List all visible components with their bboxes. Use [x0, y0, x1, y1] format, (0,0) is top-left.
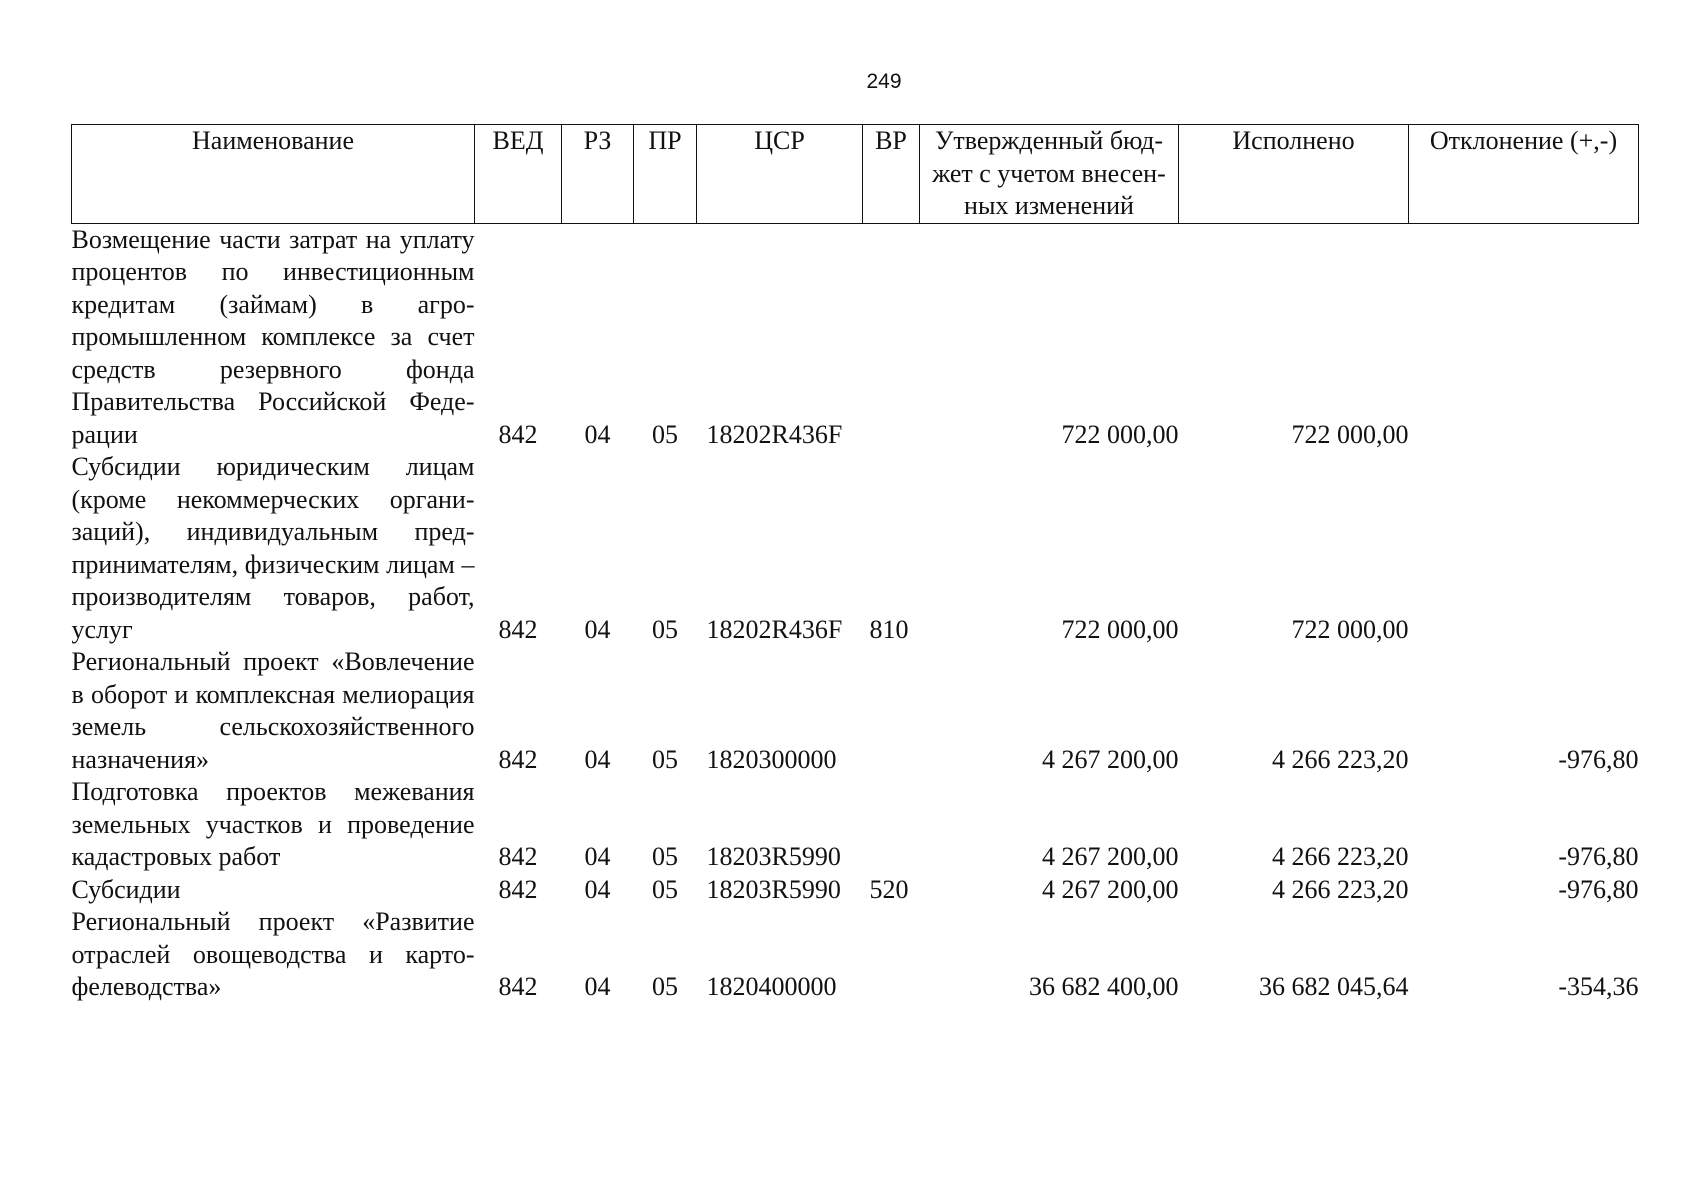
- row-name: Возмещение части затрат на уплату процентов по инвестиционным кредитам (займам) в агропромышленном комплексе за счет средств резервного фонда Правительства Российской Федерации: [71, 224, 475, 449]
- row-csr: 18203R5990: [706, 842, 841, 871]
- row-pr: 05: [652, 842, 678, 871]
- row-pr: 05: [652, 972, 678, 1001]
- row-deviation: [1409, 451, 1639, 646]
- row-pr: 05: [652, 874, 678, 904]
- row-ved: 842: [498, 419, 538, 449]
- row-executed: 4 266 223,20: [1272, 744, 1409, 774]
- header-approved-budget: Утвержденный бюд-жет с учетом внесен-ных изменений: [920, 125, 1179, 224]
- row-name: Подготовка проектов межевания земельных участков и проведение кадастровых работ: [71, 777, 475, 871]
- row-rz: 04: [584, 744, 611, 774]
- row-rz: 04: [584, 419, 611, 449]
- row-name: Региональный проект «Вовлечение в оборот и комплексная мелиорация земель сельскохозяйственного назначения»: [71, 647, 475, 774]
- table-row: [72, 906, 1639, 1004]
- row-vr: [863, 223, 920, 451]
- row-csr: 18203R5990: [706, 874, 841, 904]
- row-rz: 04: [584, 874, 611, 904]
- row-deviation: -976,80: [1558, 874, 1639, 904]
- header-rz: РЗ: [562, 125, 634, 224]
- row-deviation: -976,80: [1558, 842, 1639, 871]
- row-executed: 4 266 223,20: [1272, 842, 1409, 871]
- row-csr: 1820300000: [706, 744, 837, 774]
- header-deviation: Отклонение (+,-): [1409, 125, 1639, 224]
- row-vr: 520: [869, 874, 909, 904]
- row-approved-budget: 722 000,00: [1061, 419, 1179, 449]
- row-ved: 842: [498, 972, 538, 1001]
- header-csr: ЦСР: [697, 125, 863, 224]
- row-ved: 842: [498, 874, 538, 904]
- table-header-row: [72, 125, 1639, 224]
- row-ved: 842: [498, 842, 538, 871]
- row-approved-budget: 36 682 400,00: [1029, 972, 1179, 1001]
- row-vr: [863, 646, 920, 776]
- budget-execution-table: [71, 124, 1639, 1004]
- row-executed: 722 000,00: [1291, 419, 1409, 449]
- header-name: Наименование: [72, 125, 475, 224]
- row-approved-budget: 4 267 200,00: [1042, 744, 1179, 774]
- row-executed: 722 000,00: [1291, 614, 1409, 644]
- row-rz: 04: [584, 614, 611, 644]
- row-name: Субсидии юридическим лицам (кроме некоммерческих организаций), индивидуальным предпринимателям, физическим лицам – производителям товаров, работ, услуг: [71, 452, 475, 644]
- row-executed: 36 682 045,64: [1259, 972, 1409, 1001]
- row-approved-budget: 4 267 200,00: [1042, 842, 1179, 871]
- row-csr: 18202R436F: [706, 419, 843, 449]
- row-csr: 1820400000: [706, 972, 837, 1001]
- row-executed: 4 266 223,20: [1272, 874, 1409, 904]
- row-csr: 18202R436F: [706, 614, 843, 644]
- row-deviation: [1409, 223, 1639, 451]
- row-rz: 04: [584, 842, 611, 871]
- header-vr: ВР: [863, 125, 920, 224]
- page-number: 249: [866, 70, 902, 93]
- table-row: [72, 223, 1639, 451]
- row-rz: 04: [584, 972, 611, 1001]
- row-vr: [863, 776, 920, 874]
- row-pr: 05: [652, 614, 678, 644]
- table-row: [72, 874, 1639, 907]
- row-ved: 842: [498, 614, 538, 644]
- row-vr: 810: [869, 614, 909, 644]
- row-deviation: -976,80: [1558, 744, 1639, 774]
- table-row: [72, 451, 1639, 646]
- header-ved: ВЕД: [475, 125, 562, 224]
- row-deviation: -354,36: [1558, 972, 1639, 1001]
- header-executed: Исполнено: [1179, 125, 1409, 224]
- row-approved-budget: 722 000,00: [1061, 614, 1179, 644]
- row-vr: [863, 906, 920, 1004]
- row-pr: 05: [652, 744, 678, 774]
- row-approved-budget: 4 267 200,00: [1042, 874, 1179, 904]
- header-pr: ПР: [634, 125, 697, 224]
- row-pr: 05: [652, 419, 678, 449]
- row-name: Региональный проект «Развитие отраслей овощеводства и картофелеводства»: [71, 907, 475, 1001]
- table-row: [72, 776, 1639, 874]
- row-name: Субсидии: [71, 874, 181, 904]
- table-row: [72, 646, 1639, 776]
- row-ved: 842: [498, 744, 538, 774]
